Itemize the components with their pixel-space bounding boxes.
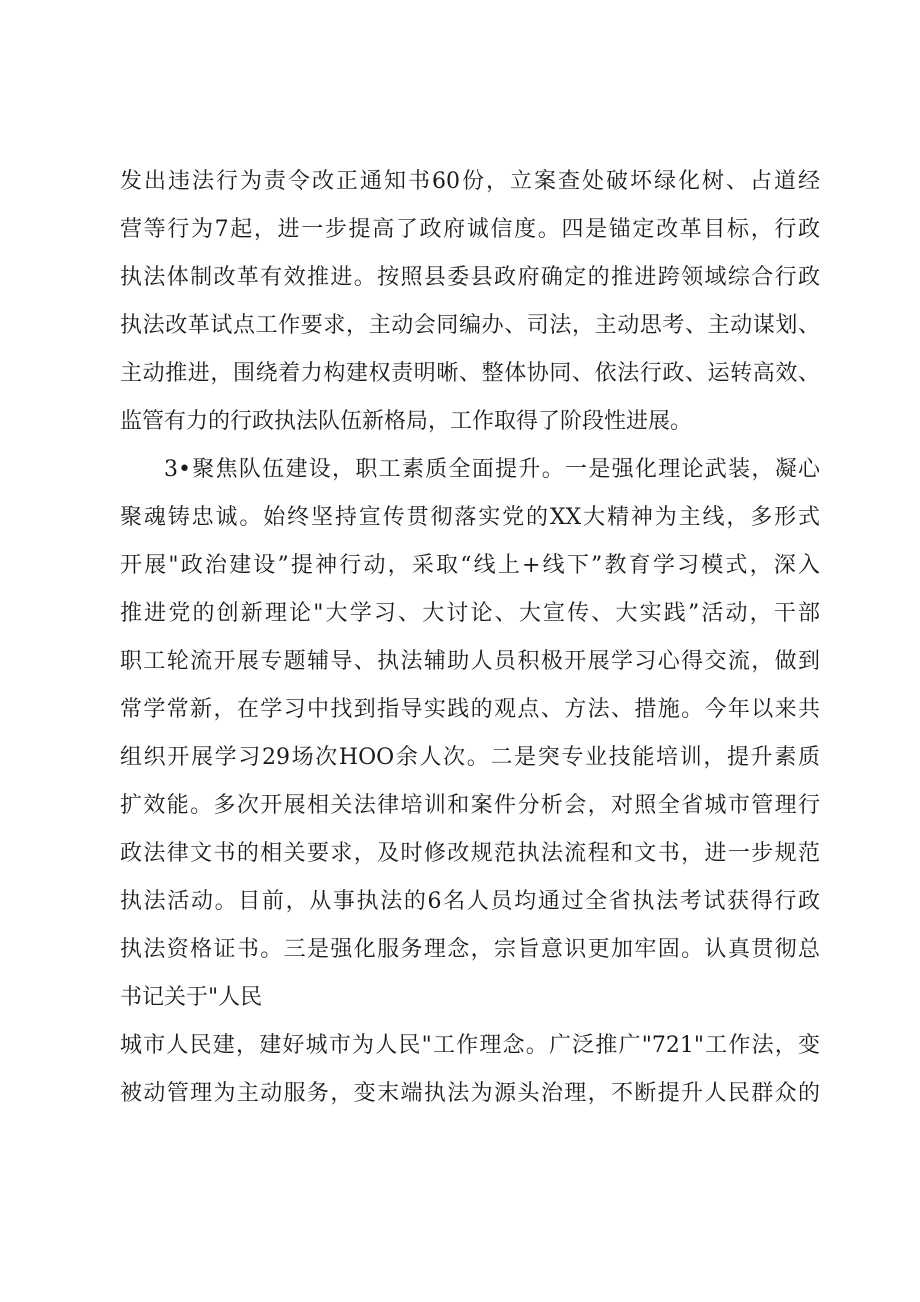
section-heading-line: 3•聚焦队伍建设，职工素质全面提升。一是强化理论武装，凝心 — [164, 457, 820, 482]
text-line: 执法活动。目前，从事执法的6名人员均通过全省执法考试获得行政 — [120, 889, 820, 914]
text-line: 推进党的创新理论"大学习、大讨论、大宣传、大实践”活动，干部 — [120, 601, 820, 626]
text-line: 执法改革试点工作要求，主动会同编办、司法，主动思考、主动谋划、 — [120, 313, 820, 338]
text-line: 政法律文书的相关要求，及时修改规范执法流程和文书，进一步规范 — [120, 841, 820, 866]
text-line: 发出违法行为责令改正通知书60份，立案查处破坏绿化树、占道经 — [120, 169, 820, 194]
text-line: 营等行为7起，进一步提高了政府诚信度。四是锚定改革目标，行政 — [120, 217, 820, 242]
text-line: 书记关于"人民 — [120, 985, 263, 1010]
text-line: 开展"政治建设”提神行动，采取“线上+线下”教育学习模式，深入 — [120, 553, 820, 578]
text-line: 执法体制改革有效推进。按照县委县政府确定的推进跨领域综合行政 — [120, 265, 820, 290]
text-line: 主动推进，围绕着力构建权责明晰、整体协同、依法行政、运转高效、 — [120, 361, 820, 386]
text-line: 扩效能。多次开展相关法律培训和案件分析会，对照全省城市管理行 — [120, 793, 820, 818]
text-line: 监管有力的行政执法队伍新格局，工作取得了阶段性进展。 — [120, 409, 693, 434]
text-line: 聚魂铸忠诚。始终坚持宣传贯彻落实党的XX大精神为主线，多形式 — [120, 505, 820, 530]
text-line: 常学常新，在学习中找到指导实践的观点、方法、措施。今年以来共 — [120, 697, 820, 722]
text-line: 被动管理为主动服务，变末端执法为源头治理，不断提升人民群众的 — [120, 1081, 820, 1106]
text-line: 执法资格证书。三是强化服务理念，宗旨意识更加牢固。认真贯彻总 — [120, 937, 820, 962]
text-line: 组织开展学习29场次HOO余人次。二是突专业技能培训，提升素质 — [120, 745, 820, 770]
text-line: 职工轮流开展专题辅导、执法辅助人员积极开展学习心得交流，做到 — [120, 649, 820, 674]
text-line: 城市人民建，建好城市为人民"工作理念。广泛推广"721"工作法，变 — [120, 1033, 820, 1058]
